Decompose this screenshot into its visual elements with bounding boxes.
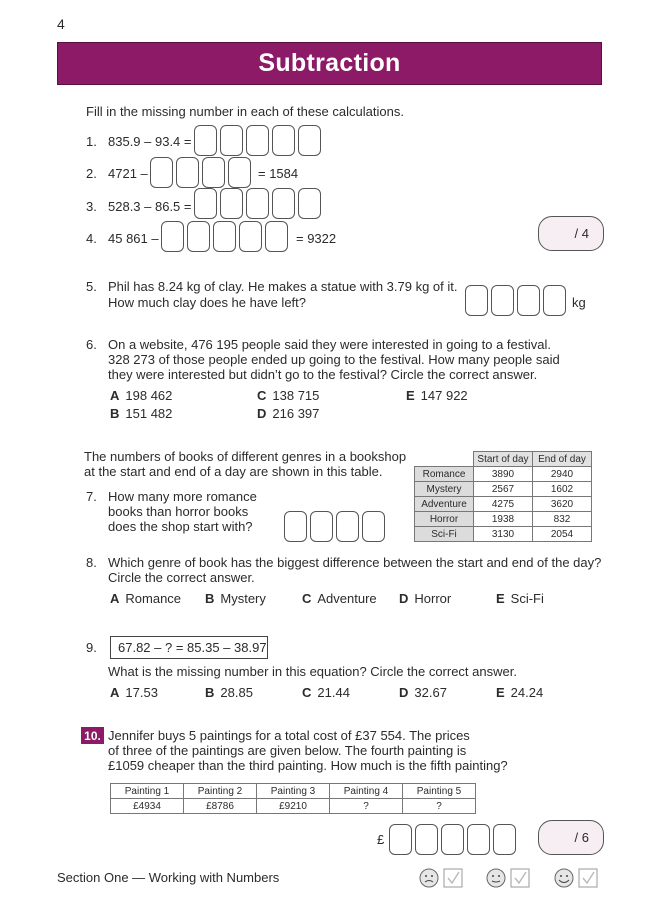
books-table-header <box>415 452 592 467</box>
answer-box[interactable] <box>246 188 269 219</box>
q2-number: 2. <box>86 166 97 181</box>
neutral-face-icon[interactable] <box>487 869 505 887</box>
answer-box[interactable] <box>389 824 412 855</box>
q9-option-d[interactable]: D 32.67 <box>399 685 447 700</box>
answer-box[interactable] <box>465 285 488 316</box>
paintings-header-row <box>111 784 476 799</box>
q8-line2: Circle the correct answer. <box>108 570 255 585</box>
q6-number: 6. <box>86 337 97 352</box>
paintings-table <box>110 783 476 814</box>
q9-equation-box: 67.82 – ? = 85.35 – 38.97 <box>110 636 268 659</box>
answer-box[interactable] <box>246 125 269 156</box>
checkbox-icon[interactable] <box>511 869 529 887</box>
cell: 3130 <box>474 527 533 542</box>
q10-line3: £1059 cheaper than the third painting. How much is the fifth painting? <box>108 758 508 773</box>
answer-box[interactable] <box>362 511 385 542</box>
answer-box[interactable] <box>441 824 464 855</box>
self-assessment-row <box>418 866 600 890</box>
answer-box[interactable] <box>213 221 236 252</box>
answer-box[interactable] <box>336 511 359 542</box>
header-cell: Painting 3 <box>257 784 330 799</box>
answer-box[interactable] <box>491 285 514 316</box>
q7-line2: books than horror books <box>108 504 249 519</box>
q6-option-a[interactable]: A 198 462 <box>110 388 173 403</box>
table-row <box>415 497 592 512</box>
q8-line1: Which genre of book has the biggest difference between the start and end of the day? <box>108 555 602 570</box>
q4-number: 4. <box>86 231 97 246</box>
answer-box[interactable] <box>161 221 184 252</box>
answer-box[interactable] <box>272 188 295 219</box>
answer-box[interactable] <box>265 221 288 252</box>
q8-option-e[interactable]: E Sci-Fi <box>496 591 544 606</box>
q2-post: = 1584 <box>258 166 299 181</box>
cell: 1938 <box>474 512 533 527</box>
table-row <box>415 467 592 482</box>
answer-box[interactable] <box>298 125 321 156</box>
cell: 2940 <box>533 467 592 482</box>
checkbox-icon[interactable] <box>579 869 597 887</box>
row-header: Adventure <box>415 497 474 512</box>
answer-box[interactable] <box>272 125 295 156</box>
checkbox-icon[interactable] <box>444 869 462 887</box>
q5-line2: How much clay does he have left? <box>108 295 306 310</box>
q4-post: = 9322 <box>296 231 337 246</box>
cell: ? <box>330 799 403 814</box>
q6-option-e[interactable]: E 147 922 <box>406 388 468 403</box>
q10-line2: of three of the paintings are given below. The fourth painting is <box>108 743 467 758</box>
q7-line1: How many more romance <box>108 489 257 504</box>
cell: 832 <box>533 512 592 527</box>
cell: 2054 <box>533 527 592 542</box>
cell: £4934 <box>111 799 184 814</box>
answer-box[interactable] <box>298 188 321 219</box>
sad-face-icon[interactable] <box>420 869 438 887</box>
answer-box[interactable] <box>228 157 251 188</box>
page-title: Subtraction <box>258 49 401 77</box>
answer-box[interactable] <box>493 824 516 855</box>
cell: ? <box>403 799 476 814</box>
q6-line3: they were interested but didn’t go to the festival? Circle the correct answer. <box>108 367 538 382</box>
answer-box[interactable] <box>517 285 540 316</box>
q3-number: 3. <box>86 199 97 214</box>
q7-number: 7. <box>86 489 97 504</box>
header-cell: Painting 2 <box>184 784 257 799</box>
cell: 3890 <box>474 467 533 482</box>
answer-box[interactable] <box>194 188 217 219</box>
q2-pre: 4721 – <box>108 166 148 181</box>
answer-box[interactable] <box>543 285 566 316</box>
answer-box[interactable] <box>467 824 490 855</box>
q8-option-b[interactable]: B Mystery <box>205 591 266 606</box>
intro-text: Fill in the missing number in each of these calculations. <box>86 104 404 119</box>
footer-section-title: Section One — Working with Numbers <box>57 870 280 885</box>
answer-box[interactable] <box>202 157 225 188</box>
q6-line1: On a website, 476 195 people said they were interested in going to a festival. <box>108 337 552 352</box>
corner-cell <box>415 452 474 467</box>
row-header: Romance <box>415 467 474 482</box>
answer-box[interactable] <box>284 511 307 542</box>
answer-box[interactable] <box>220 188 243 219</box>
q5-unit: kg <box>572 295 586 310</box>
answer-box[interactable] <box>220 125 243 156</box>
page-number: 4 <box>57 16 65 32</box>
q7-line3: does the shop start with? <box>108 519 253 534</box>
paintings-value-row <box>111 799 476 814</box>
cell: 3620 <box>533 497 592 512</box>
q9-option-c[interactable]: C 21.44 <box>302 685 350 700</box>
table-row <box>415 482 592 497</box>
q6-option-b[interactable]: B 151 482 <box>110 406 173 421</box>
q8-option-d[interactable]: D Horror <box>399 591 452 606</box>
table-row <box>415 512 592 527</box>
score-box-q5-10[interactable]: / 6 <box>538 820 604 855</box>
answer-box[interactable] <box>310 511 333 542</box>
answer-box[interactable] <box>239 221 262 252</box>
q6-line2: 328 273 of those people ended up going to the festival. How many people said <box>108 352 560 367</box>
cell: 2567 <box>474 482 533 497</box>
row-header: Sci-Fi <box>415 527 474 542</box>
header-cell: End of day <box>533 452 592 467</box>
q10-line1: Jennifer buys 5 paintings for a total cost of £37 554. The prices <box>108 728 470 743</box>
header-cell: Painting 1 <box>111 784 184 799</box>
q9-line1: What is the missing number in this equation? Circle the correct answer. <box>108 664 517 679</box>
books-intro-line1: The numbers of books of different genres in a bookshop <box>84 449 407 464</box>
answer-box[interactable] <box>187 221 210 252</box>
answer-box[interactable] <box>194 125 217 156</box>
q9-number: 9. <box>86 640 97 655</box>
books-table <box>414 451 592 542</box>
cell: £9210 <box>257 799 330 814</box>
books-intro-line2: at the start and end of a day are shown in this table. <box>84 464 383 479</box>
q8-option-a[interactable]: A Romance <box>110 591 182 606</box>
answer-box[interactable] <box>176 157 199 188</box>
q4-pre: 45 861 – <box>108 231 159 246</box>
q9-option-a[interactable]: A 17.53 <box>110 685 158 700</box>
q6-option-d[interactable]: D 216 397 <box>257 406 320 421</box>
q5-line1: Phil has 8.24 kg of clay. He makes a statue with 3.79 kg of it. <box>108 279 458 294</box>
q10-currency: £ <box>377 832 385 847</box>
q6-option-c[interactable]: C 138 715 <box>257 388 320 403</box>
q1-number: 1. <box>86 134 97 149</box>
q8-option-c[interactable]: C Adventure <box>302 591 377 606</box>
q5-number: 5. <box>86 279 97 294</box>
cell: 1602 <box>533 482 592 497</box>
row-header: Mystery <box>415 482 474 497</box>
table-row <box>415 527 592 542</box>
row-header: Horror <box>415 512 474 527</box>
q9-option-e[interactable]: E 24.24 <box>496 685 544 700</box>
q3-text: 528.3 – 86.5 = <box>108 199 192 214</box>
q9-option-b[interactable]: B 28.85 <box>205 685 253 700</box>
cell: 4275 <box>474 497 533 512</box>
answer-box[interactable] <box>415 824 438 855</box>
q8-number: 8. <box>86 555 97 570</box>
q10-number-badge: 10. <box>81 727 104 744</box>
header-cell: Painting 5 <box>403 784 476 799</box>
header-cell: Start of day <box>474 452 533 467</box>
title-banner <box>57 42 602 85</box>
header-cell: Painting 4 <box>330 784 403 799</box>
answer-box[interactable] <box>150 157 173 188</box>
cell: £8786 <box>184 799 257 814</box>
happy-face-icon[interactable] <box>555 869 573 887</box>
score-box-q1-4[interactable]: / 4 <box>538 216 604 251</box>
q1-text: 835.9 – 93.4 = <box>108 134 192 149</box>
